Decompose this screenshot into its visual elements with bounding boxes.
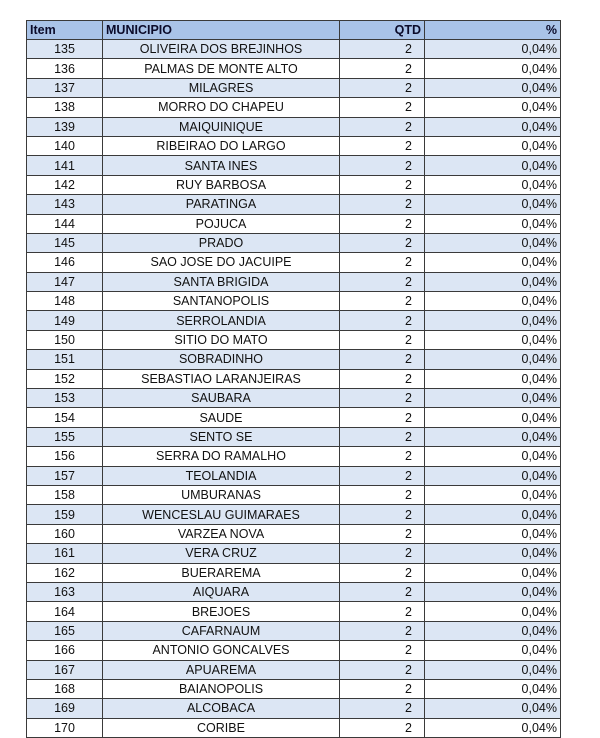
table-row (27, 602, 561, 621)
percent-cell: 0,04% (425, 505, 561, 524)
item-cell: 155 (27, 427, 103, 446)
item-cell: 157 (27, 466, 103, 485)
table-row (27, 524, 561, 543)
percent-cell: 0,04% (425, 156, 561, 175)
percent-cell: 0,04% (425, 78, 561, 97)
item-cell: 151 (27, 350, 103, 369)
table-row (27, 485, 561, 504)
item-cell: 146 (27, 253, 103, 272)
municipio-cell: APUAREMA (103, 660, 340, 679)
table-row (27, 466, 561, 485)
item-cell: 170 (27, 718, 103, 737)
qtd-cell: 2 (340, 59, 425, 78)
municipio-cell: PARATINGA (103, 195, 340, 214)
table-row (27, 699, 561, 718)
percent-cell: 0,04% (425, 195, 561, 214)
table-row (27, 59, 561, 78)
column-header-qtd: QTD (340, 21, 425, 40)
table-row (27, 98, 561, 117)
qtd-cell: 2 (340, 369, 425, 388)
municipio-cell: RUY BARBOSA (103, 175, 340, 194)
item-cell: 148 (27, 292, 103, 311)
municipio-cell: SANTA INES (103, 156, 340, 175)
percent-cell: 0,04% (425, 427, 561, 446)
table-row (27, 505, 561, 524)
percent-cell: 0,04% (425, 447, 561, 466)
table-row (27, 253, 561, 272)
item-cell: 149 (27, 311, 103, 330)
municipio-cell: ALCOBACA (103, 699, 340, 718)
percent-cell: 0,04% (425, 311, 561, 330)
qtd-cell: 2 (340, 660, 425, 679)
percent-cell: 0,04% (425, 718, 561, 737)
qtd-cell: 2 (340, 485, 425, 504)
item-cell: 144 (27, 214, 103, 233)
municipio-cell: SANTA BRIGIDA (103, 272, 340, 291)
qtd-cell: 2 (340, 466, 425, 485)
percent-cell: 0,04% (425, 233, 561, 252)
qtd-cell: 2 (340, 563, 425, 582)
item-cell: 152 (27, 369, 103, 388)
item-cell: 141 (27, 156, 103, 175)
item-cell: 137 (27, 78, 103, 97)
item-cell: 145 (27, 233, 103, 252)
table-row (27, 214, 561, 233)
municipio-cell: BREJOES (103, 602, 340, 621)
item-cell: 135 (27, 40, 103, 59)
item-cell: 142 (27, 175, 103, 194)
municipio-cell: PRADO (103, 233, 340, 252)
percent-cell: 0,04% (425, 408, 561, 427)
table-row (27, 233, 561, 252)
table-row (27, 427, 561, 446)
percent-cell: 0,04% (425, 602, 561, 621)
item-cell: 164 (27, 602, 103, 621)
percent-cell: 0,04% (425, 641, 561, 660)
item-cell: 139 (27, 117, 103, 136)
municipio-cell: VERA CRUZ (103, 544, 340, 563)
item-cell: 163 (27, 582, 103, 601)
percent-cell: 0,04% (425, 330, 561, 349)
table-row (27, 718, 561, 737)
item-cell: 140 (27, 136, 103, 155)
item-cell: 138 (27, 98, 103, 117)
qtd-cell: 2 (340, 272, 425, 291)
qtd-cell: 2 (340, 641, 425, 660)
percent-cell: 0,04% (425, 292, 561, 311)
municipio-cell: SAUDE (103, 408, 340, 427)
percent-cell: 0,04% (425, 350, 561, 369)
percent-cell: 0,04% (425, 660, 561, 679)
percent-cell: 0,04% (425, 621, 561, 640)
table-row (27, 621, 561, 640)
qtd-cell: 2 (340, 311, 425, 330)
qtd-cell: 2 (340, 447, 425, 466)
municipio-cell: MAIQUINIQUE (103, 117, 340, 136)
item-cell: 169 (27, 699, 103, 718)
item-cell: 143 (27, 195, 103, 214)
qtd-cell: 2 (340, 582, 425, 601)
table-row (27, 641, 561, 660)
qtd-cell: 2 (340, 621, 425, 640)
municipio-cell: UMBURANAS (103, 485, 340, 504)
municipio-cell: MORRO DO CHAPEU (103, 98, 340, 117)
qtd-cell: 2 (340, 195, 425, 214)
table-row (27, 156, 561, 175)
table-row (27, 389, 561, 408)
percent-cell: 0,04% (425, 563, 561, 582)
qtd-cell: 2 (340, 524, 425, 543)
table-row (27, 369, 561, 388)
table-row (27, 272, 561, 291)
table-row (27, 136, 561, 155)
percent-cell: 0,04% (425, 679, 561, 698)
table-row (27, 582, 561, 601)
percent-cell: 0,04% (425, 699, 561, 718)
table-row (27, 350, 561, 369)
table-row (27, 311, 561, 330)
item-cell: 153 (27, 389, 103, 408)
qtd-cell: 2 (340, 602, 425, 621)
item-cell: 162 (27, 563, 103, 582)
qtd-cell: 2 (340, 505, 425, 524)
municipio-cell: OLIVEIRA DOS BREJINHOS (103, 40, 340, 59)
municipio-cell: PALMAS DE MONTE ALTO (103, 59, 340, 78)
qtd-cell: 2 (340, 408, 425, 427)
municipio-cell: SAUBARA (103, 389, 340, 408)
item-cell: 161 (27, 544, 103, 563)
percent-cell: 0,04% (425, 117, 561, 136)
qtd-cell: 2 (340, 679, 425, 698)
table-row (27, 175, 561, 194)
item-cell: 154 (27, 408, 103, 427)
qtd-cell: 2 (340, 389, 425, 408)
header-row (27, 21, 561, 40)
qtd-cell: 2 (340, 427, 425, 446)
item-cell: 147 (27, 272, 103, 291)
item-cell: 168 (27, 679, 103, 698)
municipio-cell: SERRA DO RAMALHO (103, 447, 340, 466)
table-row (27, 408, 561, 427)
qtd-cell: 2 (340, 699, 425, 718)
municipio-cell: VARZEA NOVA (103, 524, 340, 543)
percent-cell: 0,04% (425, 214, 561, 233)
table-row (27, 679, 561, 698)
item-cell: 167 (27, 660, 103, 679)
qtd-cell: 2 (340, 98, 425, 117)
municipio-cell: SOBRADINHO (103, 350, 340, 369)
qtd-cell: 2 (340, 136, 425, 155)
item-cell: 165 (27, 621, 103, 640)
qtd-cell: 2 (340, 350, 425, 369)
table-row (27, 117, 561, 136)
percent-cell: 0,04% (425, 175, 561, 194)
table-row (27, 563, 561, 582)
municipio-cell: SERROLANDIA (103, 311, 340, 330)
qtd-cell: 2 (340, 292, 425, 311)
item-cell: 156 (27, 447, 103, 466)
item-cell: 158 (27, 485, 103, 504)
qtd-cell: 2 (340, 78, 425, 97)
qtd-cell: 2 (340, 718, 425, 737)
municipio-table (26, 20, 561, 738)
percent-cell: 0,04% (425, 524, 561, 543)
qtd-cell: 2 (340, 40, 425, 59)
municipio-cell: POJUCA (103, 214, 340, 233)
column-header-percent: % (425, 21, 561, 40)
municipio-cell: SITIO DO MATO (103, 330, 340, 349)
municipio-cell: BUERAREMA (103, 563, 340, 582)
table-row (27, 447, 561, 466)
percent-cell: 0,04% (425, 98, 561, 117)
column-header-municipio: MUNICIPIO (103, 21, 340, 40)
municipio-cell: SAO JOSE DO JACUIPE (103, 253, 340, 272)
percent-cell: 0,04% (425, 485, 561, 504)
qtd-cell: 2 (340, 330, 425, 349)
municipio-cell: RIBEIRAO DO LARGO (103, 136, 340, 155)
qtd-cell: 2 (340, 253, 425, 272)
percent-cell: 0,04% (425, 582, 561, 601)
municipio-cell: SEBASTIAO LARANJEIRAS (103, 369, 340, 388)
percent-cell: 0,04% (425, 272, 561, 291)
percent-cell: 0,04% (425, 136, 561, 155)
table-row (27, 660, 561, 679)
table-row (27, 40, 561, 59)
item-cell: 160 (27, 524, 103, 543)
municipio-cell: AIQUARA (103, 582, 340, 601)
percent-cell: 0,04% (425, 253, 561, 272)
percent-cell: 0,04% (425, 40, 561, 59)
municipio-cell: TEOLANDIA (103, 466, 340, 485)
column-header-item: Item (27, 21, 103, 40)
item-cell: 159 (27, 505, 103, 524)
municipio-cell: WENCESLAU GUIMARAES (103, 505, 340, 524)
qtd-cell: 2 (340, 175, 425, 194)
table-row (27, 544, 561, 563)
qtd-cell: 2 (340, 544, 425, 563)
qtd-cell: 2 (340, 233, 425, 252)
qtd-cell: 2 (340, 214, 425, 233)
table-row (27, 78, 561, 97)
item-cell: 150 (27, 330, 103, 349)
municipio-cell: ANTONIO GONCALVES (103, 641, 340, 660)
municipio-cell: MILAGRES (103, 78, 340, 97)
table-row (27, 330, 561, 349)
municipio-cell: SANTANOPOLIS (103, 292, 340, 311)
percent-cell: 0,04% (425, 544, 561, 563)
item-cell: 166 (27, 641, 103, 660)
item-cell: 136 (27, 59, 103, 78)
table-row (27, 195, 561, 214)
municipio-cell: SENTO SE (103, 427, 340, 446)
percent-cell: 0,04% (425, 466, 561, 485)
qtd-cell: 2 (340, 156, 425, 175)
municipio-cell: CORIBE (103, 718, 340, 737)
percent-cell: 0,04% (425, 59, 561, 78)
qtd-cell: 2 (340, 117, 425, 136)
percent-cell: 0,04% (425, 389, 561, 408)
municipio-cell: BAIANOPOLIS (103, 679, 340, 698)
table-row (27, 292, 561, 311)
percent-cell: 0,04% (425, 369, 561, 388)
municipio-cell: CAFARNAUM (103, 621, 340, 640)
